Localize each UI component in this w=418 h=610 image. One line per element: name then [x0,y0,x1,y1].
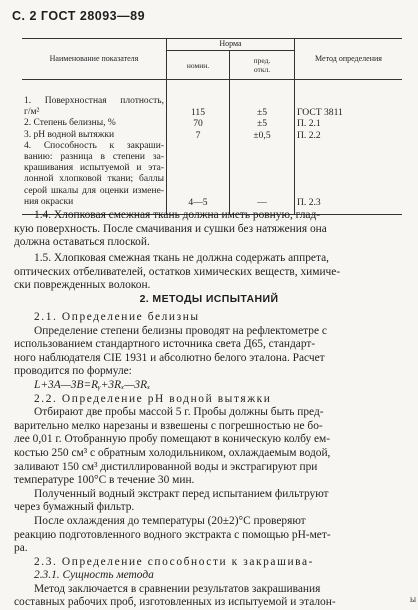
row-method: П. 2.3 [297,197,321,209]
text-line: кую поверхность. После смачивания и сушки без натяжения она [14,222,327,235]
row-nominal: 115 [167,96,230,118]
page-edge-mark: ы [409,594,416,604]
section-2-1 [14,311,404,610]
text-line: проводится по формуле: [14,365,132,378]
text-line: ра. [14,542,28,555]
col-header-deviation-line-2: откл. [253,65,271,74]
row-name-line: 1. Поверхностная плотность, [24,96,164,106]
col-header-name: Наименование показателя [22,39,167,80]
text-line: температуре 100°С в течение 30 мин. [14,474,195,487]
subsection-title: 2.3. Определение способности к закрашива- [34,555,315,568]
text-line: После охлаждения до температуры (20±2)°С проверяют [34,514,306,527]
subsection-title: 2.1. Определение белизны [34,311,200,323]
text-line: реакцию подготовленного водного экстракта с помощью pH-мет- [14,528,331,541]
row-nominal: 4—5 [167,141,230,215]
row-name [22,141,167,215]
row-name-line: 4. Способность к закраши- [24,140,164,151]
text-line: Полученный водный экстракт перед испытанием фильтруют [34,487,329,500]
row-deviation: ±0,5 [230,130,295,141]
parameters-table [22,38,402,215]
text-line: ски поврежденных волокон. [14,279,151,292]
paragraph-1-4 [14,209,404,250]
row-nominal: 7 [167,130,230,141]
row-deviation: — [230,141,295,215]
row-name-line: крашивания испытуемой и эта- [24,163,164,174]
text-line: Метод заключается в сравнении результатов закрашивания [34,582,321,595]
text-line: должна оставаться плоской. [14,236,150,249]
subsubsection-title: 2.3.1. Сущность метода [34,569,154,582]
row-name [22,130,167,141]
table-row [22,118,402,129]
table-row [22,141,402,215]
row-deviation: ±5 [230,96,295,118]
text-line: использованием стандартного источника света Д65, стандарт- [14,338,316,351]
text-line: Определение степени белизны проводят на рефлектометре с [34,324,327,337]
row-name-line: ния окраски [24,196,74,207]
table-row [22,96,402,118]
row-name [22,96,167,118]
row-method: П. 2.1 [297,118,321,130]
row-name-line: ванию: разница в степени за- [24,152,164,163]
row-nominal: 70 [167,118,230,129]
formula: L+3A—3B=Rᵧ+3Rₓ—3Rₓ [34,378,151,391]
text-line: оптических отбеливателей, остатков химических веществ, химиче- [14,265,341,278]
section-title: 2. МЕТОДЫ ИСПЫТАНИЙ [139,293,279,305]
col-header-norm: Норма [167,39,295,51]
row-name [22,118,167,129]
col-header-deviation-line-1: пред. [253,56,271,65]
row-name-line: серой шкалы для оценки измене- [24,185,164,196]
text-line: заливают 150 см³ дистиллированной воды и экстрагируют при [14,460,318,473]
text-line: 1.4. Хлопковая смежная ткань должна иметь ровную, глад- [34,209,321,221]
row-name-line: 2. Степень белизны, % [24,118,116,129]
col-header-deviation [230,51,295,80]
row-name-line: г/м² [24,107,40,118]
text-line: лее 0,01 г. Отобранную пробу помещают в коническую колбу ем- [14,433,331,446]
paragraph-1-5 [14,252,404,293]
row-method: П. 2.2 [297,129,321,141]
row-method: ГОСТ 3811 [297,107,343,119]
text-line: Отбирают две пробы массой 5 г. Пробы должны быть пред- [34,406,324,419]
text-line: костью 250 см³ с обратным холодильником, охлаждаемым водой, [14,446,331,459]
text-line: через бумажный фильтр. [14,501,135,514]
text-line: ного наблюдателя CIE 1931 и абсолютно белого эталона. Расчет [14,351,325,364]
col-header-nominal: номин. [167,51,230,80]
row-name-line: 3. pH водной вытяжки [24,129,115,140]
subsection-title: 2.2. Определение pH водной вытяжки [34,392,272,405]
row-name-line: лонной хлопковой ткани; баллы [24,174,164,185]
text-line: варительно мелко нарезаны и взвешены с погрешностью не бо- [14,419,323,432]
col-header-method: Метод определения [315,54,382,63]
table-row [22,130,402,141]
page-header: С. 2 ГОСТ 28093—89 [12,9,146,23]
text-line: составных рабочих проб, изготовленных из испытуемой и эталон- [14,596,336,609]
row-deviation: ±5 [230,118,295,129]
text-line: 1.5. Хлопковая смежная ткань не должна содержать аппрета, [34,252,329,264]
